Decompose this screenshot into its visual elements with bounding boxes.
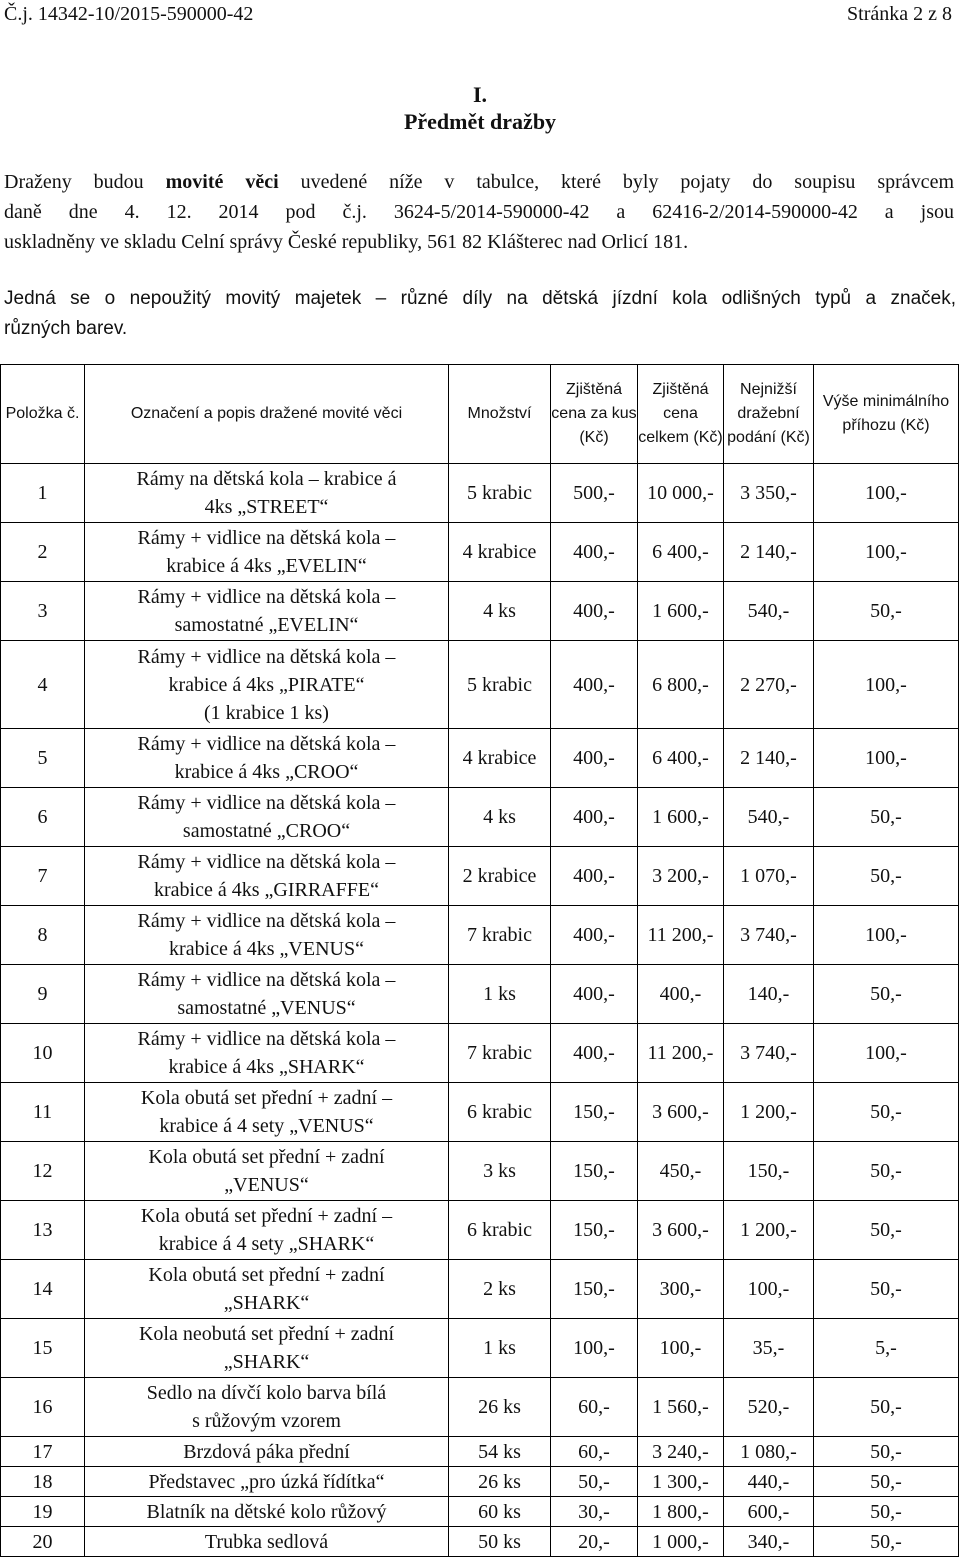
item-minimum-bid: 2 140,- xyxy=(724,523,814,582)
item-description xyxy=(85,1260,449,1319)
item-bid-increment: 50,- xyxy=(814,965,959,1024)
table-row xyxy=(1,1378,959,1437)
item-description-line: Představec „pro úzká řídítka“ xyxy=(148,1470,385,1493)
item-bid-increment: 100,- xyxy=(814,1024,959,1083)
item-number: 3 xyxy=(1,582,85,641)
item-description-line: „SHARK“ xyxy=(223,1351,310,1373)
item-description-line: Rámy + vidlice na dětská kola – xyxy=(137,792,396,814)
item-unit-price: 60,- xyxy=(551,1378,638,1437)
item-minimum-bid: 540,- xyxy=(724,582,814,641)
item-minimum-bid: 140,- xyxy=(724,965,814,1024)
table-row xyxy=(1,582,959,641)
item-description xyxy=(85,1319,449,1378)
header-description: Označení a popis dražené movité věci xyxy=(85,365,449,464)
item-total-price: 6 400,- xyxy=(638,729,724,788)
table-row xyxy=(1,1201,959,1260)
item-total-price: 10 000,- xyxy=(638,464,724,523)
item-quantity: 50 ks xyxy=(449,1527,551,1557)
item-bid-increment: 100,- xyxy=(814,729,959,788)
item-description-line: Rámy + vidlice na dětská kola – xyxy=(137,851,396,873)
item-description-line: Rámy + vidlice na dětská kola – xyxy=(137,645,396,668)
table-row xyxy=(1,965,959,1024)
item-minimum-bid: 35,- xyxy=(724,1319,814,1378)
note-line-1: Jedná se o nepoužitý movitý majetek – různé díly na dětská jízdní kola odlišných typů a značek, xyxy=(4,288,956,309)
item-description xyxy=(85,1378,449,1437)
item-description xyxy=(85,1201,449,1260)
table-row xyxy=(1,847,959,906)
item-total-price: 3 200,- xyxy=(638,847,724,906)
item-description-line: Rámy + vidlice na dětská kola – xyxy=(137,969,396,991)
item-quantity: 6 krabic xyxy=(449,1201,551,1260)
item-bid-increment: 50,- xyxy=(814,1260,959,1319)
item-number: 17 xyxy=(1,1437,85,1467)
item-number: 1 xyxy=(1,464,85,523)
intro-line-3: uskladněny ve skladu Celní správy České republiky, 561 82 Klášterec nad Orlicí 181. xyxy=(4,231,689,253)
table-row xyxy=(1,729,959,788)
item-total-price: 6 400,- xyxy=(638,523,724,582)
item-minimum-bid: 340,- xyxy=(724,1527,814,1557)
item-description-line: samostatné „CROO“ xyxy=(182,820,351,842)
item-description-line: Rámy + vidlice na dětská kola – xyxy=(137,1028,396,1050)
note-paragraph xyxy=(4,284,956,344)
item-bid-increment: 50,- xyxy=(814,1142,959,1201)
table-row xyxy=(1,1527,959,1557)
reference-number: Č.j. 14342-10/2015-590000-42 xyxy=(4,3,254,25)
item-description-line: Sedlo na dívčí kolo barva bílá xyxy=(146,1382,387,1404)
item-description-line: s růžovým vzorem xyxy=(192,1410,341,1432)
item-unit-price: 60,- xyxy=(551,1437,638,1467)
item-total-price: 300,- xyxy=(638,1260,724,1319)
item-number: 18 xyxy=(1,1467,85,1497)
intro-line-1 xyxy=(4,167,954,197)
header-total-price: Zjištěná cena celkem (Kč) xyxy=(638,365,724,464)
item-unit-price: 400,- xyxy=(551,906,638,965)
item-number: 14 xyxy=(1,1260,85,1319)
item-number: 11 xyxy=(1,1083,85,1142)
intro-text-b: uvedené níže v tabulce, které byly pojaty do soupisu správcem xyxy=(278,171,954,193)
item-quantity: 1 ks xyxy=(449,965,551,1024)
item-unit-price: 50,- xyxy=(551,1467,638,1497)
item-description-line: Kola neobutá set přední + zadní xyxy=(138,1323,395,1345)
header-unit-price: Zjištěná cena za kus (Kč) xyxy=(551,365,638,464)
table-row xyxy=(1,523,959,582)
item-description xyxy=(85,1497,449,1527)
item-description xyxy=(85,1083,449,1142)
table-row xyxy=(1,1024,959,1083)
item-number: 8 xyxy=(1,906,85,965)
item-quantity: 54 ks xyxy=(449,1437,551,1467)
item-description-line: Rámy + vidlice na dětská kola – xyxy=(137,910,396,932)
table-row xyxy=(1,1497,959,1527)
item-minimum-bid: 1 080,- xyxy=(724,1437,814,1467)
item-number: 6 xyxy=(1,788,85,847)
item-total-price: 400,- xyxy=(638,965,724,1024)
item-bid-increment: 50,- xyxy=(814,1378,959,1437)
item-bid-increment: 50,- xyxy=(814,1201,959,1260)
table-row xyxy=(1,1319,959,1378)
item-total-price: 1 300,- xyxy=(638,1467,724,1497)
item-number: 10 xyxy=(1,1024,85,1083)
item-description-line: krabice á 4ks „VENUS“ xyxy=(169,938,364,960)
item-bid-increment: 5,- xyxy=(814,1319,959,1378)
item-description-line: krabice á 4 sety „VENUS“ xyxy=(159,1115,374,1137)
item-unit-price: 400,- xyxy=(551,788,638,847)
item-description xyxy=(85,1437,449,1467)
item-minimum-bid: 1 070,- xyxy=(724,847,814,906)
item-minimum-bid: 3 350,- xyxy=(724,464,814,523)
table-row xyxy=(1,788,959,847)
item-description-line: Rámy + vidlice na dětská kola – xyxy=(137,733,396,755)
item-quantity: 4 krabice xyxy=(449,523,551,582)
section-title: Předmět dražby xyxy=(403,109,557,134)
item-bid-increment: 100,- xyxy=(814,906,959,965)
item-number: 4 xyxy=(1,641,85,729)
item-description xyxy=(85,788,449,847)
item-number: 20 xyxy=(1,1527,85,1557)
item-unit-price: 150,- xyxy=(551,1142,638,1201)
item-description-line: Kola obutá set přední + zadní xyxy=(148,1264,385,1286)
item-bid-increment: 50,- xyxy=(814,1437,959,1467)
item-description xyxy=(85,1142,449,1201)
item-minimum-bid: 540,- xyxy=(724,788,814,847)
item-quantity: 2 krabice xyxy=(449,847,551,906)
item-number: 19 xyxy=(1,1497,85,1527)
table-header-row xyxy=(1,365,959,464)
item-description-line: krabice á 4ks „PIRATE“ xyxy=(168,673,365,696)
item-description-line: 4ks „STREET“ xyxy=(204,496,329,518)
item-description xyxy=(85,582,449,641)
item-bid-increment: 50,- xyxy=(814,582,959,641)
item-minimum-bid: 150,- xyxy=(724,1142,814,1201)
item-description-line: Rámy + vidlice na dětská kola – xyxy=(137,586,396,608)
item-quantity: 5 krabic xyxy=(449,464,551,523)
item-unit-price: 400,- xyxy=(551,582,638,641)
item-description xyxy=(85,641,449,729)
item-minimum-bid: 3 740,- xyxy=(724,906,814,965)
item-description-line: samostatné „EVELIN“ xyxy=(174,614,359,636)
item-description xyxy=(85,1024,449,1083)
item-description-line: (1 krabice 1 ks) xyxy=(204,701,329,724)
item-unit-price: 150,- xyxy=(551,1201,638,1260)
table-row xyxy=(1,1437,959,1467)
item-description-line: „VENUS“ xyxy=(224,1174,309,1196)
item-minimum-bid: 440,- xyxy=(724,1467,814,1497)
table-row xyxy=(1,1083,959,1142)
item-description xyxy=(85,1527,449,1557)
item-minimum-bid: 600,- xyxy=(724,1497,814,1527)
item-total-price: 3 240,- xyxy=(638,1437,724,1467)
item-unit-price: 400,- xyxy=(551,847,638,906)
item-description-line: Kola obutá set přední + zadní xyxy=(148,1146,385,1168)
item-description xyxy=(85,464,449,523)
item-total-price: 450,- xyxy=(638,1142,724,1201)
item-total-price: 1 560,- xyxy=(638,1378,724,1437)
item-description-line: „SHARK“ xyxy=(223,1292,310,1314)
item-total-price: 11 200,- xyxy=(638,1024,724,1083)
item-description-line: krabice á 4ks „EVELIN“ xyxy=(166,555,367,577)
item-bid-increment: 50,- xyxy=(814,1497,959,1527)
item-quantity: 5 krabic xyxy=(449,641,551,729)
item-description-line: Rámy + vidlice na dětská kola – xyxy=(137,527,396,549)
item-number: 15 xyxy=(1,1319,85,1378)
item-description xyxy=(85,847,449,906)
intro-line-2: daně dne 4. 12. 2014 pod č.j. 3624-5/2014-590000-42 a 62416-2/2014-590000-42 a jsou xyxy=(4,201,954,223)
item-quantity: 7 krabic xyxy=(449,1024,551,1083)
item-quantity: 60 ks xyxy=(449,1497,551,1527)
items-table xyxy=(0,364,959,1557)
item-bid-increment: 100,- xyxy=(814,523,959,582)
item-number: 7 xyxy=(1,847,85,906)
item-unit-price: 150,- xyxy=(551,1083,638,1142)
item-number: 16 xyxy=(1,1378,85,1437)
item-description-line: krabice á 4 sety „SHARK“ xyxy=(158,1233,375,1255)
item-minimum-bid: 1 200,- xyxy=(724,1083,814,1142)
item-number: 13 xyxy=(1,1201,85,1260)
item-unit-price: 500,- xyxy=(551,464,638,523)
item-number: 9 xyxy=(1,965,85,1024)
item-total-price: 1 600,- xyxy=(638,788,724,847)
item-description-line: krabice á 4ks „GIRRAFFE“ xyxy=(154,879,379,901)
item-quantity: 26 ks xyxy=(449,1378,551,1437)
item-description-line: Kola obutá set přední + zadní – xyxy=(140,1205,393,1227)
item-quantity: 4 ks xyxy=(449,788,551,847)
item-quantity: 1 ks xyxy=(449,1319,551,1378)
item-minimum-bid: 3 740,- xyxy=(724,1024,814,1083)
table-row xyxy=(1,1142,959,1201)
note-line-2: různých barev. xyxy=(4,318,128,339)
item-total-price: 1 600,- xyxy=(638,582,724,641)
item-bid-increment: 50,- xyxy=(814,847,959,906)
intro-paragraph xyxy=(4,167,954,257)
item-unit-price: 400,- xyxy=(551,729,638,788)
item-bid-increment: 100,- xyxy=(814,464,959,523)
section-number: I. xyxy=(472,82,488,107)
item-bid-increment: 50,- xyxy=(814,1467,959,1497)
table-row xyxy=(1,906,959,965)
item-quantity: 3 ks xyxy=(449,1142,551,1201)
item-minimum-bid: 100,- xyxy=(724,1260,814,1319)
page-number: Stránka 2 z 8 xyxy=(847,3,952,25)
item-number: 5 xyxy=(1,729,85,788)
item-quantity: 2 ks xyxy=(449,1260,551,1319)
item-total-price: 1 000,- xyxy=(638,1527,724,1557)
item-bid-increment: 50,- xyxy=(814,1083,959,1142)
item-description-line: Kola obutá set přední + zadní – xyxy=(140,1087,393,1109)
item-unit-price: 20,- xyxy=(551,1527,638,1557)
item-total-price: 3 600,- xyxy=(638,1083,724,1142)
item-description-line: krabice á 4ks „CROO“ xyxy=(174,761,359,783)
item-description xyxy=(85,1467,449,1497)
item-unit-price: 400,- xyxy=(551,1024,638,1083)
item-quantity: 26 ks xyxy=(449,1467,551,1497)
header-minimum-bid: Nejnižší dražební podání (Kč) xyxy=(724,365,814,464)
item-unit-price: 400,- xyxy=(551,965,638,1024)
item-bid-increment: 50,- xyxy=(814,1527,959,1557)
table-row xyxy=(1,641,959,729)
item-description xyxy=(85,906,449,965)
item-description-line: Blatník na dětské kolo růžový xyxy=(146,1500,387,1523)
item-total-price: 1 800,- xyxy=(638,1497,724,1527)
table-row xyxy=(1,464,959,523)
item-bid-increment: 50,- xyxy=(814,788,959,847)
item-number: 12 xyxy=(1,1142,85,1201)
item-description xyxy=(85,523,449,582)
item-minimum-bid: 520,- xyxy=(724,1378,814,1437)
item-description-line: Rámy na dětská kola – krabice á xyxy=(136,468,397,490)
item-description-line: samostatné „VENUS“ xyxy=(177,997,356,1019)
item-quantity: 4 ks xyxy=(449,582,551,641)
item-quantity: 4 krabice xyxy=(449,729,551,788)
item-total-price: 6 800,- xyxy=(638,641,724,729)
item-description xyxy=(85,729,449,788)
item-total-price: 3 600,- xyxy=(638,1201,724,1260)
item-total-price: 100,- xyxy=(638,1319,724,1378)
item-description-line: Brzdová páka přední xyxy=(183,1440,350,1463)
item-description-line: Trubka sedlová xyxy=(204,1530,329,1553)
intro-bold: movité věci xyxy=(165,171,279,193)
item-unit-price: 400,- xyxy=(551,641,638,729)
header-quantity: Množství xyxy=(449,365,551,464)
item-unit-price: 100,- xyxy=(551,1319,638,1378)
intro-text-a: Draženy budou xyxy=(4,171,166,193)
item-unit-price: 150,- xyxy=(551,1260,638,1319)
item-number: 2 xyxy=(1,523,85,582)
item-bid-increment: 100,- xyxy=(814,641,959,729)
item-minimum-bid: 2 270,- xyxy=(724,641,814,729)
item-unit-price: 30,- xyxy=(551,1497,638,1527)
item-description xyxy=(85,965,449,1024)
table-row xyxy=(1,1260,959,1319)
item-description-line: krabice á 4ks „SHARK“ xyxy=(168,1056,365,1078)
item-minimum-bid: 2 140,- xyxy=(724,729,814,788)
item-quantity: 7 krabic xyxy=(449,906,551,965)
item-minimum-bid: 1 200,- xyxy=(724,1201,814,1260)
header-bid-increment: Výše minimálního příhozu (Kč) xyxy=(814,365,959,464)
table-row xyxy=(1,1467,959,1497)
item-total-price: 11 200,- xyxy=(638,906,724,965)
item-unit-price: 400,- xyxy=(551,523,638,582)
header-item: Položka č. xyxy=(1,365,85,464)
item-quantity: 6 krabic xyxy=(449,1083,551,1142)
